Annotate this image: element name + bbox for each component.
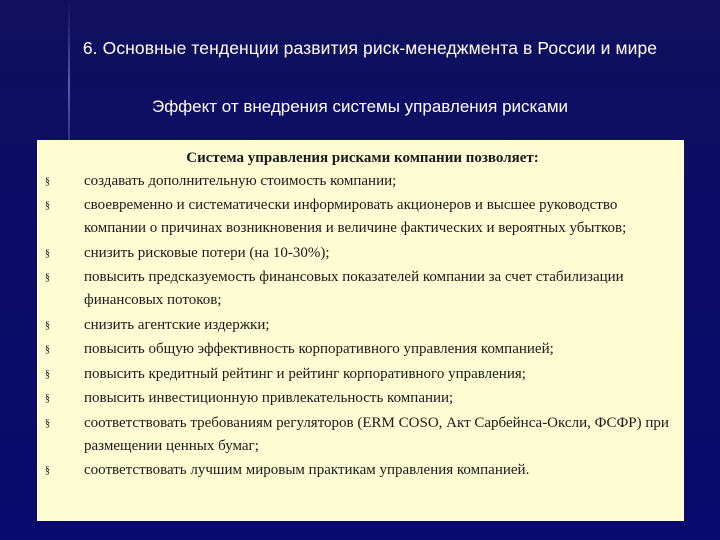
list-item [43,194,674,240]
bullet-icon: § [45,272,50,283]
list-item-text: соответствовать требованиям регуляторов (ERM COSO, Акт Сарбейнса-Оксли, ФСФР) при размещении ценных бумаг; [84,414,669,454]
bullet-icon: § [45,344,50,355]
bullet-icon: § [45,319,50,331]
bullet-icon: § [45,247,50,259]
list-item [43,314,674,337]
bullet-icon: § [45,200,50,211]
list-item-text: повысить предсказуемость финансовых показателей компании за счет стабилизации финансовых потоков; [84,269,624,308]
list-item [43,242,674,265]
list-item [43,387,674,410]
list-item-text: повысить общую эффективность корпоративного управления компанией; [84,341,554,357]
list-item [43,170,674,193]
list-item [43,459,674,482]
content-box [37,140,684,521]
bullet-icon: § [45,417,50,429]
bullet-icon: § [45,393,50,404]
decorative-divider-line [68,0,70,142]
list-item [43,412,674,458]
list-item [43,266,674,312]
slide-title: 6. Основные тенденции развития риск-менеджмента в России и мире [82,38,658,58]
box-heading: Система управления рисками компании позволяет: [186,150,539,166]
list-item-text: своевременно и систематически информировать акционеров и высшее руководство компании о причинах возникновения и величине фактических и вероятных убытков; [84,197,627,236]
bullet-icon: § [45,465,50,476]
list-item-text: снизить агентские издержки; [84,316,270,333]
list-item-text: соответствовать лучшим мировым практикам управления компанией. [84,462,530,478]
list-item-text: повысить кредитный рейтинг и рейтинг корпоративного управления; [84,365,526,382]
list-item-text: снизить рисковые потери (на 10-30%); [84,244,330,261]
benefits-list [43,170,674,483]
list-item [43,363,674,386]
slide-subtitle: Эффект от внедрения системы управления рисками [151,97,569,116]
list-item [43,338,674,361]
bullet-icon: § [45,175,50,187]
bullet-icon: § [45,368,50,380]
list-item-text: создавать дополнительную стоимость компании; [84,172,397,189]
list-item-text: повысить инвестиционную привлекательность компании; [84,390,454,406]
